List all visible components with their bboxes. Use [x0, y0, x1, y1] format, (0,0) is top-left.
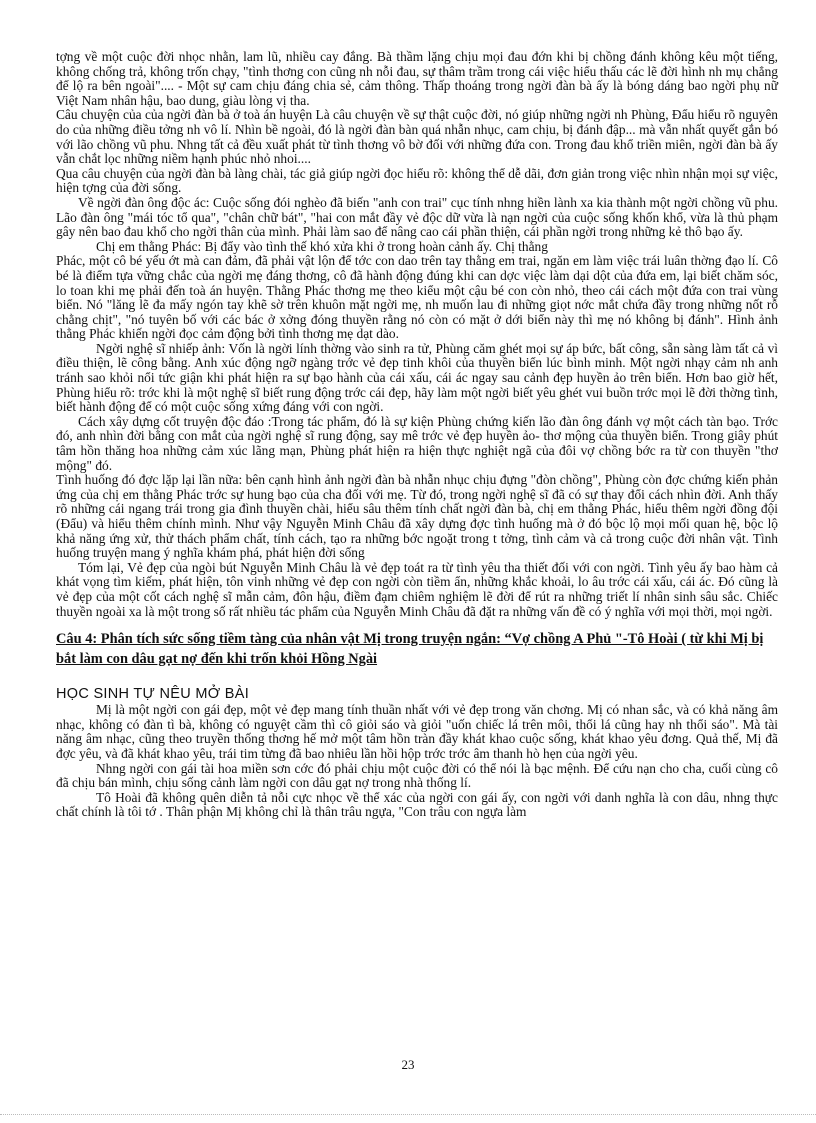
paragraph: Tình huống đó đợc lặp lại lần nữa: bên cạnh hình ảnh ngời đàn bà nhẫn nhục chịu đựng "đòn chồng", Phùng còn đợc chứng kiến phản ứng của chị em thằng Phác trớc sự hung bạo của cha đối với mẹ. Từ đó, trong ngời nghệ sĩ đã có sự thay đổi cách nhìn đời. Anh thấy rõ những cái ngang trái trong gia đình thuyền chài, hiểu sâu thêm tính chất ngời đàn bà, chị em thằng Phác, hiểu thêm ngời đồng đội (Đẩu) và hiểu thêm chính mình. Như vậy Nguyễn Minh Châu đã xây dựng đợc tình huống mà ở đó bộc lộ mọi mối quan hệ, bộc lộ khả năng ứng xử, thử thách phẩm chất, tính cách, tạo ra những bớc ngoặt trong t tởng, tình cảm và cả trong cuộc đời nhân vật. Tình huống truyện mang ý nghĩa khám phá, phát hiện đời sống: [56, 472, 778, 561]
paragraph: Về ngời đàn ông độc ác: Cuộc sống đói nghèo đã biến "anh con trai" cục tính nhng hiền lành xa kia thành một ngời chồng vũ phu. Lão đàn ông "mái tóc tổ qua", "chân chữ bát", "hai con mắt đầy vẻ độc dữ vừa là nạn ngời của cuộc sống khốn khổ, vừa là thủ phạm gây nên bao đau khổ cho ngời thân của mình. Phải làm sao để nâng cao cái phần thiện, cái phần ngời trong những kẻ thô bạo ấy.: [56, 194, 778, 240]
paragraph: Nhng ngời con gái tài hoa miền sơn cớc đó phải chịu một cuộc đời có thể nói là bạc mệnh. Để cứu nạn cho cha, cuối cùng cô đã chịu bán mình, chịu sống cảnh làm ngời con dâu gạt nợ trong nhà thống lí.: [56, 760, 778, 791]
paragraph: Tô Hoài đã không quên diễn tả nỗi cực nhọc về thể xác của ngời con gái ấy, con ngời với danh nghĩa là con dâu, nhng thực chất chính là tôi tớ . Thân phận Mị không chỉ là thân trâu ngựa, "Con trâu con ngựa làm: [56, 789, 778, 820]
paragraph: Tóm lại, Vẻ đẹp của ngòi bút Nguyễn Minh Châu là vẻ đẹp toát ra từ tình yêu tha thiết đối với con ngời. Tình yêu ấy bao hàm cả khát vọng tìm kiếm, phát hiện, tôn vinh những vẻ đẹp con ngời còn tiềm ẩn, những khắc khoải, lo âu trớc cái xấu, cái ác. Đó cũng là vẻ đẹp của một cốt cách nghệ sĩ mẫn cảm, đôn hậu, điềm đạm chiêm nghiệm lẽ đời để rút ra những triết lí nhân sinh sâu sắc. Chiếc thuyền ngoài xa là một trong số rất nhiều tác phẩm của Nguyễn Minh Châu đã đặt ra những vấn đề có ý nghĩa với mọi thời, mọi ngời.: [56, 559, 778, 619]
page-number: 23: [401, 1057, 415, 1072]
paragraph: Ngời nghệ sĩ nhiếp ảnh: Vốn là ngời lính thờng vào sinh ra tử, Phùng căm ghét mọi sự áp bức, bất công, sẵn sàng làm tất cả vì điều thiện, lẽ công bằng. Anh xúc động ngỡ ngàng trớc vẻ đẹp tinh khôi của thuyền biển lúc bình minh. Một ngời nhạy cảm nh anh tránh sao khỏi nổi tức giận khi phát hiện ra sự bạo hành của cái xấu, cái ác ngay sau cảnh đẹp huyền ảo trên biển. Hơn bao giờ hết, Phùng hiểu rõ: trớc khi là một nghệ sĩ biết rung động trớc cái đẹp, hãy làm một ngời biết yêu ghét vui buồn trớc mọi lẽ đời thờng tình, biết hành động để có một cuộc sống xứng đáng với con ngời.: [56, 340, 778, 415]
document-page: [56, 50, 778, 820]
paragraph: Phác, một cô bé yếu ớt mà can đảm, đã phải vật lộn để tớc con dao trên tay thằng em trai, ngăn em làm việc trái luân thờng đạo lí. Cô bé là điểm tựa vững chắc của ngời mẹ đáng thơng, cô đã hành động đúng khi can dợc việc làm dại dột của đứa em, lại biết chăm sóc, lo toan khi mẹ phải đến toà án huyện. Thằng Phác thơng mẹ theo kiểu một cậu bé con còn nhỏ, theo cái cách một đứa con trai vùng biển. Nó "lăng lẽ đa mấy ngón tay khẽ sờ trên khuôn mặt ngời mẹ, nh muốn lau đi những giọt nớc mắt chứa đầy trong những nốt rỗ chằng chịt", "nó tuyên bố với các bác ở xởng đóng thuyền rằng nó còn có mặt ở dới biển này thì mẹ nó không bị đánh". Hình ảnh thằng Phác khiến ngời đọc cảm động bởi tình thơng mẹ dạt dào.: [56, 253, 778, 342]
paragraph: Qua câu chuyện của ngời đàn bà làng chài, tác giả giúp ngời đọc hiểu rõ: không thể dễ dãi, đơn giản trong việc nhìn nhận mọi sự việc, hiện tợng của đời sống.: [56, 165, 778, 196]
paragraph: Câu chuyện của của ngời đàn bà ở toà án huyện Là câu chuyện về sự thật cuộc đời, nó giúp những ngời nh Phùng, Đẩu hiểu rõ nguyên do của những điều tởng nh vô lí. Nhìn bề ngoài, đó là ngời đàn bàn quá nhẫn nhục, cam chịu, bị đánh đập... mà vẫn nhất quyết gắn bó với lão chồng vũ phu. Nhng tất cả đều xuất phát từ tình thơng vô bờ đối với những đứa con. Trong đau khổ triền miên, ngời đàn bà ấy vẫn chắt lọc những niềm hạnh phúc nhỏ nhoi....: [56, 107, 778, 167]
question-heading: Câu 4: Phân tích sức sống tiềm tàng của nhân vật Mị trong truyện ngắn: “Vợ chồng A Phủ "-Tô Hoài ( từ khi Mị bị bắt làm con dâu gạt nợ đến khi trốn khỏi Hồng Ngài: [56, 631, 764, 668]
footer-divider: [0, 1114, 816, 1115]
paragraph: Chị em thằng Phác: Bị đẩy vào tình thế khó xửa khi ở trong hoàn cảnh ấy. Chị thằng: [96, 238, 548, 254]
paragraph: Mị là một ngời con gái đẹp, một vẻ đẹp mang tính thuần nhất với vẻ đẹp trong văn chơng. Mị có nhan sắc, và có khả năng âm nhạc, không có đàn tì bà, không có nguyệt cầm thì cô giỏi sáo và giỏi "uốn chiếc lá trên môi, thổi lá cũng hay nh thổi sáo". Mà tài năng âm nhạc, cũng theo truyền thống thơng hế mở một tâm hồn tràn đầy khát khao cuộc sống, khát khao yêu đơng. Quả thế, Mị đã đợc yêu, và đã khát khao yêu, trái tim từng đã bao nhiêu lần hồi hộp trớc trớc âm thanh hò hẹn của ngời yêu.: [56, 702, 778, 761]
section-subheading: HỌC SINH TỰ NÊU MỞ BÀI: [56, 686, 250, 703]
paragraph: tợng về một cuộc đời nhọc nhằn, lam lũ, nhiều cay đắng. Bà thầm lặng chịu mọi đau đớn khi bị chồng đánh không kêu một tiếng, không chống trả, không trốn chạy, "tình thơng con cũng nh nỗi đau, sự thâm trầm trong cái việc hiểu thấu các lẽ đời hình nh mụ chẳng để lộ ra bên ngoài".... - Một sự cam chịu đáng chia sẻ, cảm thông. Thấp thoáng trong ngời đàn bà ấy là bóng dáng bao ngời phụ nữ Việt Nam nhân hậu, bao dung, giàu lòng vị tha.: [56, 49, 778, 108]
paragraph: Cách xây dựng cốt truyện độc đáo :Trong tác phẩm, đó là sự kiện Phùng chứng kiến lão đàn ông đánh vợ một cách tàn bạo. Trớc đó, anh nhìn đời bằng con mắt của ngời nghệ sĩ rung động, say mê trớc vẻ đẹp huyền ảo- thơ mộng của thuyền biển. Trong giây phút tâm hồn thăng hoa những cảm xúc lãng mạn, Phùng phát hiện ra hiện thực nghiệt ngã của đôi vợ chồng bớc ra từ con thuyền "thơ mộng" đó.: [56, 413, 778, 473]
